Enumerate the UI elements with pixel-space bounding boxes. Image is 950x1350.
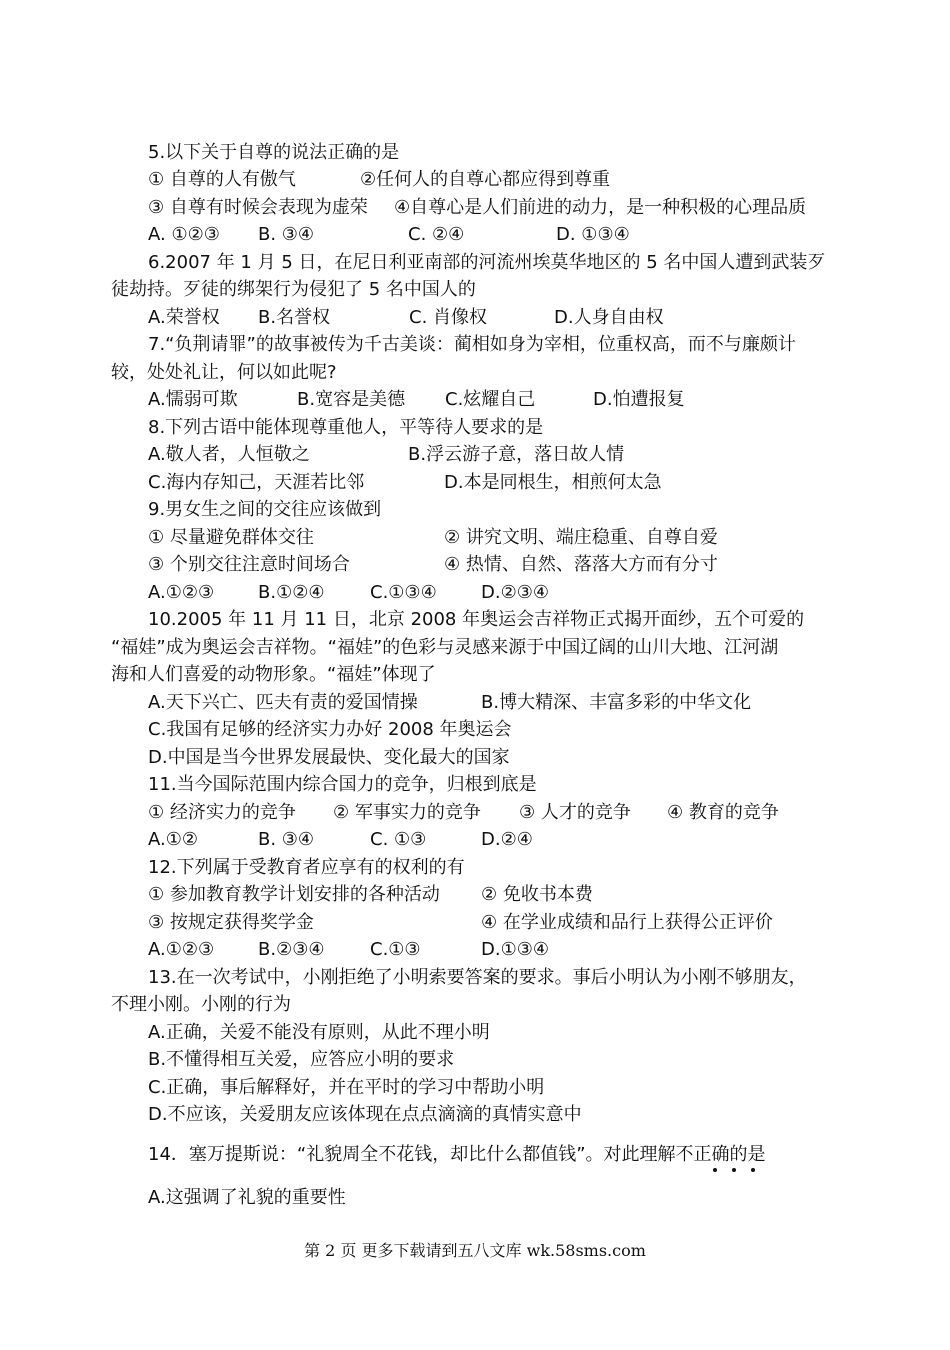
- q6-choice-c: C. 肖像权: [409, 307, 488, 328]
- q7-stem-line2: 较，处处礼让，何以如此呢?: [111, 362, 337, 383]
- q12-option-1: ① 参加教育教学计划安排的各种活动: [148, 884, 440, 905]
- q8-choices-row1: [148, 443, 848, 467]
- q9-choice-a: A.①②③: [148, 582, 215, 603]
- q5-option-2: ②任何人的自尊心都应得到尊重: [360, 169, 611, 190]
- q11-choices: [148, 828, 848, 852]
- q8-choice-d: D.本是同根生，相煎何太急: [444, 472, 662, 493]
- q7-choices: [148, 388, 848, 412]
- q9-options-row2: [148, 553, 848, 577]
- q9-option-3: ③ 个别交往注意时间场合: [148, 554, 350, 575]
- q12-stem: 12.下列属于受教育者应享有的权利的有: [148, 857, 465, 878]
- q12-option-2: ② 免收书本费: [481, 884, 593, 905]
- q6-stem-line2: 徒劫持。歹徒的绑架行为侵犯了 5 名中国人的: [111, 279, 476, 300]
- q9-choices: [148, 581, 848, 605]
- q11-options: [148, 801, 848, 825]
- q5-options-row1: [148, 168, 848, 192]
- q6-choice-b: B.名誉权: [258, 307, 331, 328]
- q7-stem-line1: 7.“负荆请罪”的故事被传为千古美谈：蔺相如身为宰相，位重权高，而不与廉颇计: [148, 334, 796, 355]
- q5-option-4: ④自尊心是人们前进的动力，是一种积极的心理品质: [394, 197, 807, 218]
- q5-choice-a: A. ①②③: [148, 224, 220, 245]
- q12-options-row2: [148, 911, 848, 935]
- q13-stem-line2: 不理小刚。小刚的行为: [111, 994, 291, 1015]
- q10-choice-a: A.天下兴亡、匹夫有责的爱国情操: [148, 692, 418, 713]
- q13-stem-line1: 13.在一次考试中，小刚拒绝了小明索要答案的要求。事后小明认为小刚不够朋友，: [148, 967, 807, 988]
- q12-option-4: ④ 在学业成绩和品行上获得公正评价: [481, 912, 773, 933]
- q9-choice-d: D.②③④: [481, 582, 549, 603]
- q12-option-3: ③ 按规定获得奖学金: [148, 912, 314, 933]
- q11-choice-b: B. ③④: [258, 829, 315, 850]
- q9-options-row1: [148, 526, 848, 550]
- q6-choice-a: A.荣誉权: [148, 307, 220, 328]
- q10-stem-line2: “福娃”成为奥运会吉祥物。“福娃”的色彩与灵感来源于中国辽阔的山川大地、江河湖: [111, 637, 779, 658]
- q10-choice-d: D.中国是当今世界发展最快、变化最大的国家: [148, 747, 510, 768]
- emphasis-dot: [732, 1168, 736, 1172]
- q12-choice-c: C.①③: [370, 939, 421, 960]
- q11-stem: 11.当今国际范围内综合国力的竞争，归根到底是: [148, 774, 537, 795]
- q9-choice-b: B.①②④: [258, 582, 325, 603]
- q5-option-1: ① 自尊的人有傲气: [148, 169, 296, 190]
- q9-stem: 9.男女生之间的交往应该做到: [148, 499, 382, 520]
- q7-choice-d: D.怕遭报复: [593, 389, 685, 410]
- q12-choice-d: D.①③④: [481, 939, 549, 960]
- q11-choice-c: C. ①③: [370, 829, 427, 850]
- q11-option-4: ④ 教育的竞争: [667, 802, 779, 823]
- q13-choice-a: A.正确，关爱不能没有原则，从此不理小明: [148, 1022, 490, 1043]
- q5-options-row2: [148, 196, 848, 220]
- q5-choice-c: C. ②④: [408, 224, 465, 245]
- q10-choices-row1: [148, 691, 848, 715]
- q5-option-3: ③ 自尊有时候会表现为虚荣: [148, 197, 368, 218]
- q11-choice-d: D.②④: [481, 829, 533, 850]
- q7-choice-b: B.宽容是美德: [297, 389, 406, 410]
- q8-choice-c: C.海内存知己，天涯若比邻: [148, 472, 365, 493]
- q6-choices: [148, 306, 848, 330]
- q11-option-3: ③ 人才的竞争: [519, 802, 631, 823]
- page-footer: 第 2 页 更多下载请到五八文库 wk.58sms.com: [304, 1241, 646, 1260]
- q8-choices-row2: [148, 471, 848, 495]
- q11-option-1: ① 经济实力的竞争: [148, 802, 296, 823]
- q5-choice-d: D. ①③④: [556, 224, 630, 245]
- q5-choices: [148, 223, 848, 247]
- emphasis-dot: [751, 1168, 755, 1172]
- q10-stem-line3: 海和人们喜爱的动物形象。“福娃”体现了: [111, 664, 436, 685]
- q12-choice-b: B.②③④: [258, 939, 325, 960]
- q9-choice-c: C.①③④: [370, 582, 437, 603]
- q13-choice-c: C.正确，事后解释好，并在平时的学习中帮助小明: [148, 1077, 545, 1098]
- q13-choice-d: D.不应该，关爱朋友应该体现在点点滴滴的真情实意中: [148, 1104, 582, 1125]
- q11-option-2: ② 军事实力的竞争: [333, 802, 481, 823]
- q12-choices: [148, 938, 848, 962]
- q6-choice-d: D.人身自由权: [554, 307, 664, 328]
- q12-options-row1: [148, 883, 848, 907]
- q5-choice-b: B. ③④: [258, 224, 315, 245]
- q10-choice-c: C.我国有足够的经济实力办好 2008 年奥运会: [148, 719, 512, 740]
- q12-choice-a: A.①②③: [148, 939, 215, 960]
- q10-stem-line1: 10.2005 年 11 月 11 日，北京 2008 年奥运会吉祥物正式揭开面纱，五个可爱的: [148, 609, 805, 630]
- q11-choice-a: A.①②: [148, 829, 198, 850]
- q14-stem: 14．塞万提斯说：“礼貌周全不花钱，却比什么都值钱”。对此理解不正确的是: [148, 1144, 766, 1165]
- q6-stem-line1: 6.2007 年 1 月 5 日，在尼日利亚南部的河流州埃莫华地区的 5 名中国人遭到武装歹: [148, 252, 826, 273]
- emphasis-dot: [713, 1168, 717, 1172]
- q8-choice-b: B.浮云游子意，落日故人情: [408, 444, 625, 465]
- q9-option-1: ① 尽量避免群体交往: [148, 527, 314, 548]
- q9-option-2: ② 讲究文明、端庄稳重、自尊自爱: [444, 527, 718, 548]
- q13-choice-b: B.不懂得相互关爱，应答应小明的要求: [148, 1049, 455, 1070]
- q7-choice-a: A.懦弱可欺: [148, 389, 238, 410]
- q9-option-4: ④ 热情、自然、落落大方而有分寸: [444, 554, 718, 575]
- q8-stem: 8.下列古语中能体现尊重他人，平等待人要求的是: [148, 417, 544, 438]
- q10-choice-b: B.博大精深、丰富多彩的中华文化: [481, 692, 752, 713]
- q14-choice-a: A.这强调了礼貌的重要性: [148, 1187, 346, 1208]
- q8-choice-a: A.敬人者，人恒敬之: [148, 444, 310, 465]
- q5-stem: 5.以下关于自尊的说法正确的是: [148, 142, 400, 163]
- q7-choice-c: C.炫耀自己: [445, 389, 536, 410]
